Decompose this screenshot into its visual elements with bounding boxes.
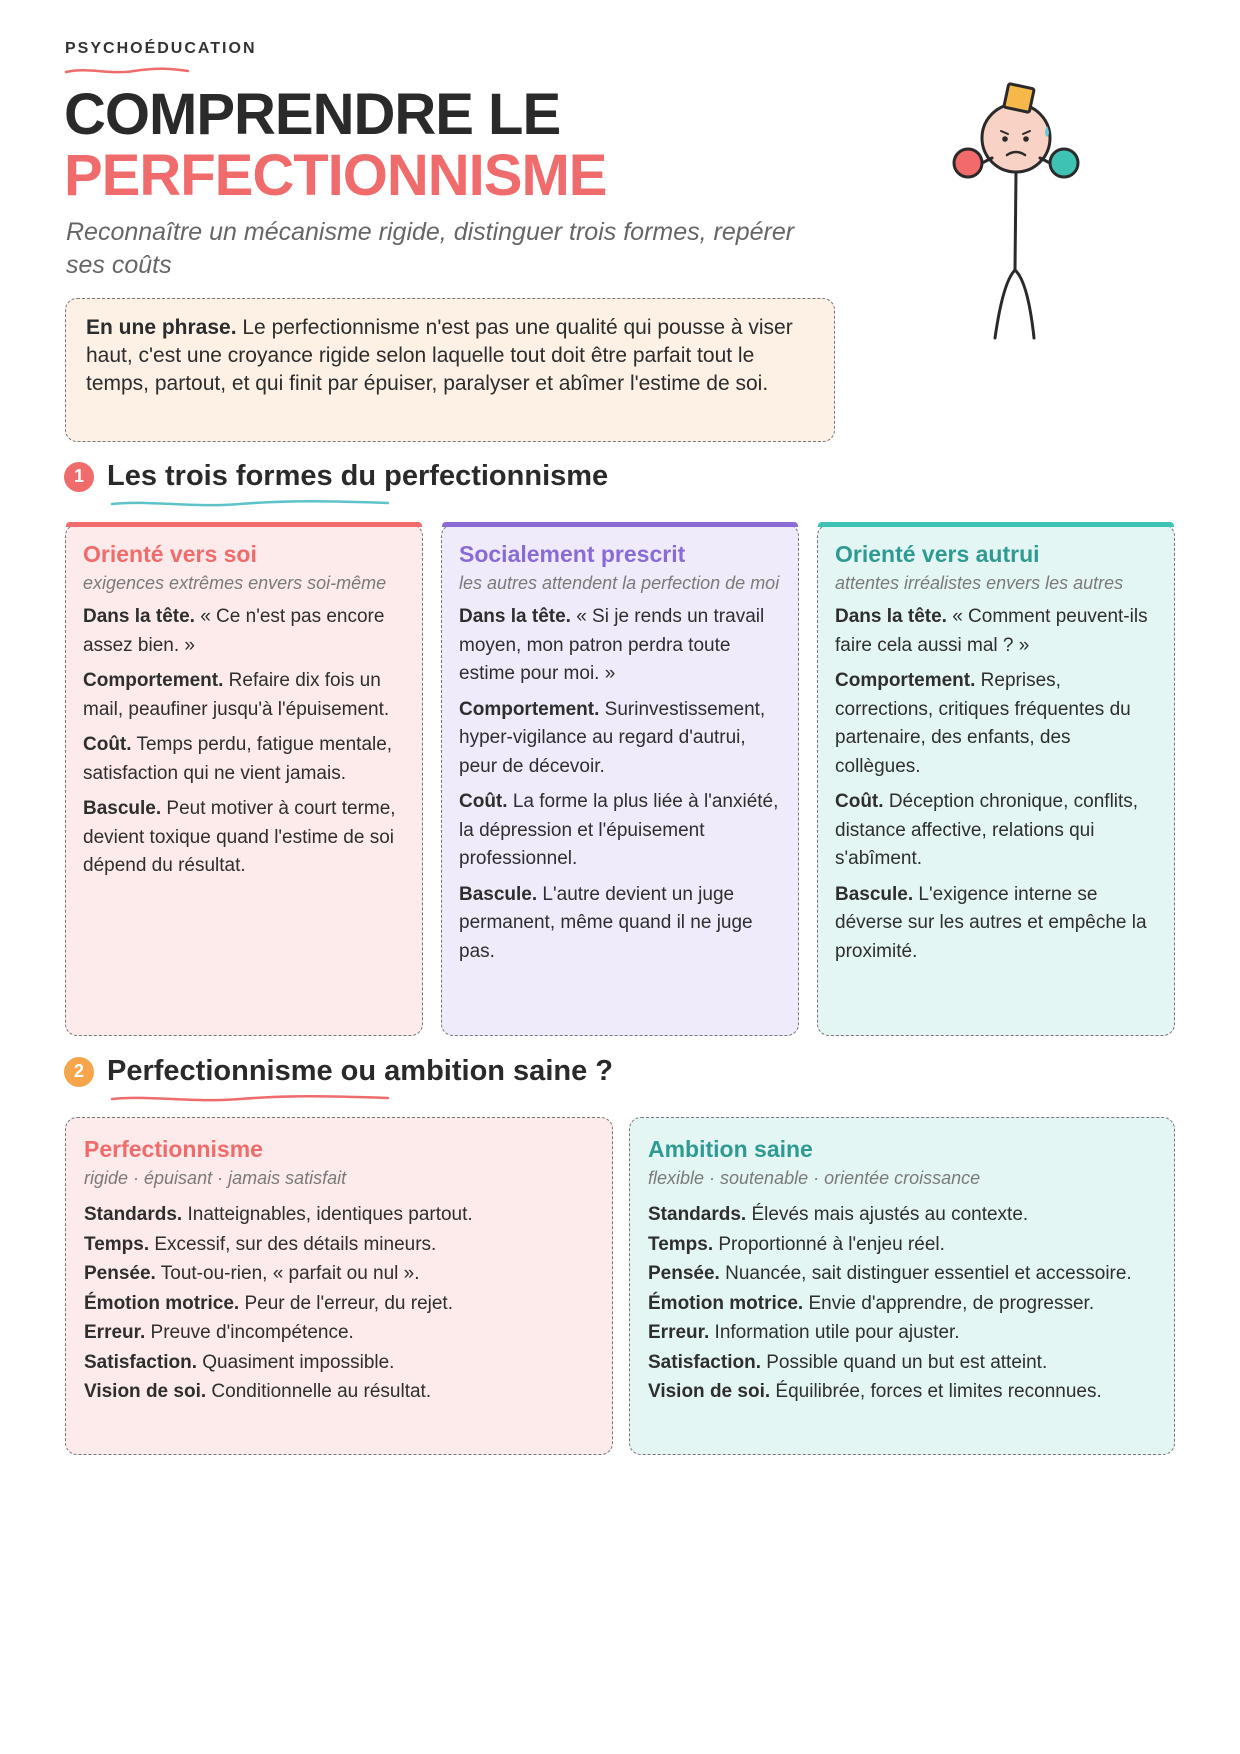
title-line-1: COMPRENDRE LE [64, 82, 561, 147]
compare-row [648, 1200, 1156, 1230]
item-label: Dans la tête. [835, 606, 947, 627]
card-subtitle: exigences extrêmes envers soi-même [83, 573, 387, 593]
item-label: Bascule. [835, 883, 914, 905]
section-1-number-badge: 1 [64, 462, 94, 492]
kicker-underline [64, 66, 190, 76]
page-kicker: PSYCHOÉDUCATION [65, 40, 257, 57]
item-label: Bascule. [459, 883, 538, 905]
row-text: Preuve d'incompétence. [145, 1322, 354, 1343]
card-item-shift [835, 881, 1158, 967]
row-text: Nuancée, sait distinguer essentiel et accessoire. [719, 1263, 1132, 1284]
row-label: Pensée. [648, 1263, 720, 1284]
item-label: Dans la tête. [459, 606, 571, 627]
row-text: Excessif, sur des détails mineurs. [149, 1233, 437, 1255]
row-text: Peur de l'erreur, du rejet. [239, 1292, 453, 1314]
item-text: Déception chronique, conflits, distance affective, relations qui s'abîment. [835, 791, 1139, 869]
item-label: Bascule. [83, 798, 162, 819]
item-text: « Comment peuvent-ils faire cela aussi mal ? » [835, 606, 1148, 656]
compare-row [84, 1318, 594, 1348]
item-text: La forme la plus liée à l'anxiété, la dépression et l'épuisement professionnel. [459, 791, 779, 869]
card-subtitle: flexible · soutenable · orientée croissance [648, 1168, 981, 1188]
row-label: Vision de soi. [648, 1381, 771, 1402]
compare-row [648, 1318, 1156, 1348]
summary-label: En une phrase. [86, 316, 237, 339]
summary-text: Le perfectionnisme n'est pas une qualité qui pousse à viser haut, c'est une croyance rigide selon laquelle tout doit être parfait tout le temps, partout, et qui finit par épuiser, paralyser et abîmer l'estime de soi. [86, 316, 793, 395]
row-label: Temps. [648, 1233, 714, 1255]
section-2-underline [110, 1094, 390, 1104]
section-1-underline [110, 499, 390, 509]
section-1-header [64, 460, 608, 493]
row-label: Standards. [84, 1204, 183, 1225]
row-text: Élevés mais ajustés au contexte. [746, 1204, 1029, 1225]
card-subtitle: les autres attendent la perfection de moi [459, 573, 780, 593]
compare-row [84, 1377, 594, 1407]
row-label: Vision de soi. [84, 1381, 207, 1402]
card-title: Socialement prescrit [459, 541, 686, 567]
section-2-title: Perfectionnisme ou ambition saine ? [107, 1055, 613, 1087]
row-text: Possible quand un but est atteint. [760, 1351, 1048, 1373]
summary-box [65, 298, 835, 442]
page-title [64, 84, 607, 206]
card-item-shift [459, 881, 782, 967]
card-subtitle: attentes irréalistes envers les autres [835, 573, 1124, 593]
section-1-title: Les trois formes du perfectionnisme [107, 460, 609, 492]
row-text: Envie d'apprendre, de progresser. [803, 1292, 1095, 1314]
row-label: Erreur. [84, 1322, 146, 1343]
item-label: Coût. [459, 791, 508, 812]
compare-row [648, 1289, 1156, 1319]
item-label: Coût. [83, 734, 132, 755]
item-label: Comportement. [835, 670, 976, 691]
item-label: Coût. [835, 791, 884, 812]
stressed-stick-figure-juggling-icon [948, 82, 1088, 350]
item-label: Comportement. [83, 670, 224, 691]
item-label: Dans la tête. [83, 606, 195, 627]
item-text: Surinvestissement, hyper-vigilance au regard d'autrui, peur de décevoir. [459, 698, 766, 777]
card-item-behavior [459, 696, 782, 782]
row-label: Standards. [648, 1204, 747, 1225]
row-text: Tout-ou-rien, « parfait ou nul ». [155, 1263, 420, 1284]
card-title: Perfectionnisme [84, 1136, 263, 1162]
card-item-cost [835, 788, 1158, 874]
row-label: Émotion motrice. [84, 1292, 240, 1314]
item-label: Comportement. [459, 698, 600, 720]
card-item-behavior [83, 667, 406, 724]
row-label: Erreur. [648, 1322, 710, 1343]
card-item-cost [459, 788, 782, 874]
form-card-social [441, 524, 799, 1036]
compare-row [648, 1348, 1156, 1378]
compare-card-healthy-ambition [629, 1117, 1175, 1455]
card-item-head [835, 603, 1158, 660]
compare-row [84, 1289, 594, 1319]
card-subtitle: rigide · épuisant · jamais satisfait [84, 1168, 347, 1188]
row-label: Émotion motrice. [648, 1292, 804, 1314]
card-item-behavior [835, 667, 1158, 781]
card-accent-bar [442, 522, 798, 527]
compare-row [648, 1259, 1156, 1289]
card-title: Orienté vers autrui [835, 541, 1040, 567]
form-card-self [65, 524, 423, 1036]
card-item-head [83, 603, 406, 660]
section-2-number-badge: 2 [64, 1057, 94, 1087]
compare-row [84, 1200, 594, 1230]
row-label: Satisfaction. [648, 1351, 761, 1373]
card-title: Ambition saine [648, 1136, 813, 1162]
row-label: Pensée. [84, 1263, 156, 1284]
card-item-shift [83, 795, 406, 881]
item-text: Refaire dix fois un mail, peaufiner jusqu'à l'épuisement. [83, 670, 390, 720]
row-text: Conditionnelle au résultat. [206, 1381, 432, 1402]
card-item-cost [83, 731, 406, 788]
compare-row [648, 1377, 1156, 1407]
compare-row [84, 1348, 594, 1378]
item-text: Peut motiver à court terme, devient toxique quand l'estime de soi dépend du résultat. [83, 798, 396, 876]
card-title: Orienté vers soi [83, 541, 257, 567]
row-text: Inatteignables, identiques partout. [182, 1204, 473, 1225]
item-text: Temps perdu, fatigue mentale, satisfaction qui ne vient jamais. [83, 734, 393, 784]
card-accent-bar [66, 522, 422, 527]
compare-card-perfectionism [65, 1117, 613, 1455]
item-text: Reprises, corrections, critiques fréquentes du partenaire, des enfants, des collègues. [835, 670, 1131, 777]
compare-row [84, 1259, 594, 1289]
compare-row [84, 1230, 594, 1260]
section-2-header [64, 1055, 613, 1088]
item-text: L'autre devient un juge permanent, même quand il ne juge pas. [459, 883, 753, 962]
form-card-others [817, 524, 1175, 1036]
row-text: Quasiment impossible. [196, 1351, 395, 1373]
item-text: « Si je rends un travail moyen, mon patron perdra toute estime pour moi. » [459, 606, 765, 684]
card-item-head [459, 603, 782, 689]
item-text: L'exigence interne se déverse sur les autres et empêche la proximité. [835, 883, 1147, 962]
page-subtitle: Reconnaître un mécanisme rigide, distinguer trois formes, repérer ses coûts [66, 218, 795, 279]
title-line-2: PERFECTIONNISME [64, 143, 607, 208]
row-label: Temps. [84, 1233, 150, 1255]
row-text: Information utile pour ajuster. [709, 1322, 960, 1343]
compare-row [648, 1230, 1156, 1260]
card-accent-bar [818, 522, 1174, 527]
item-text: « Ce n'est pas encore assez bien. » [83, 606, 385, 656]
row-text: Proportionné à l'enjeu réel. [713, 1233, 945, 1255]
row-label: Satisfaction. [84, 1351, 197, 1373]
row-text: Équilibrée, forces et limites reconnues. [770, 1381, 1102, 1402]
